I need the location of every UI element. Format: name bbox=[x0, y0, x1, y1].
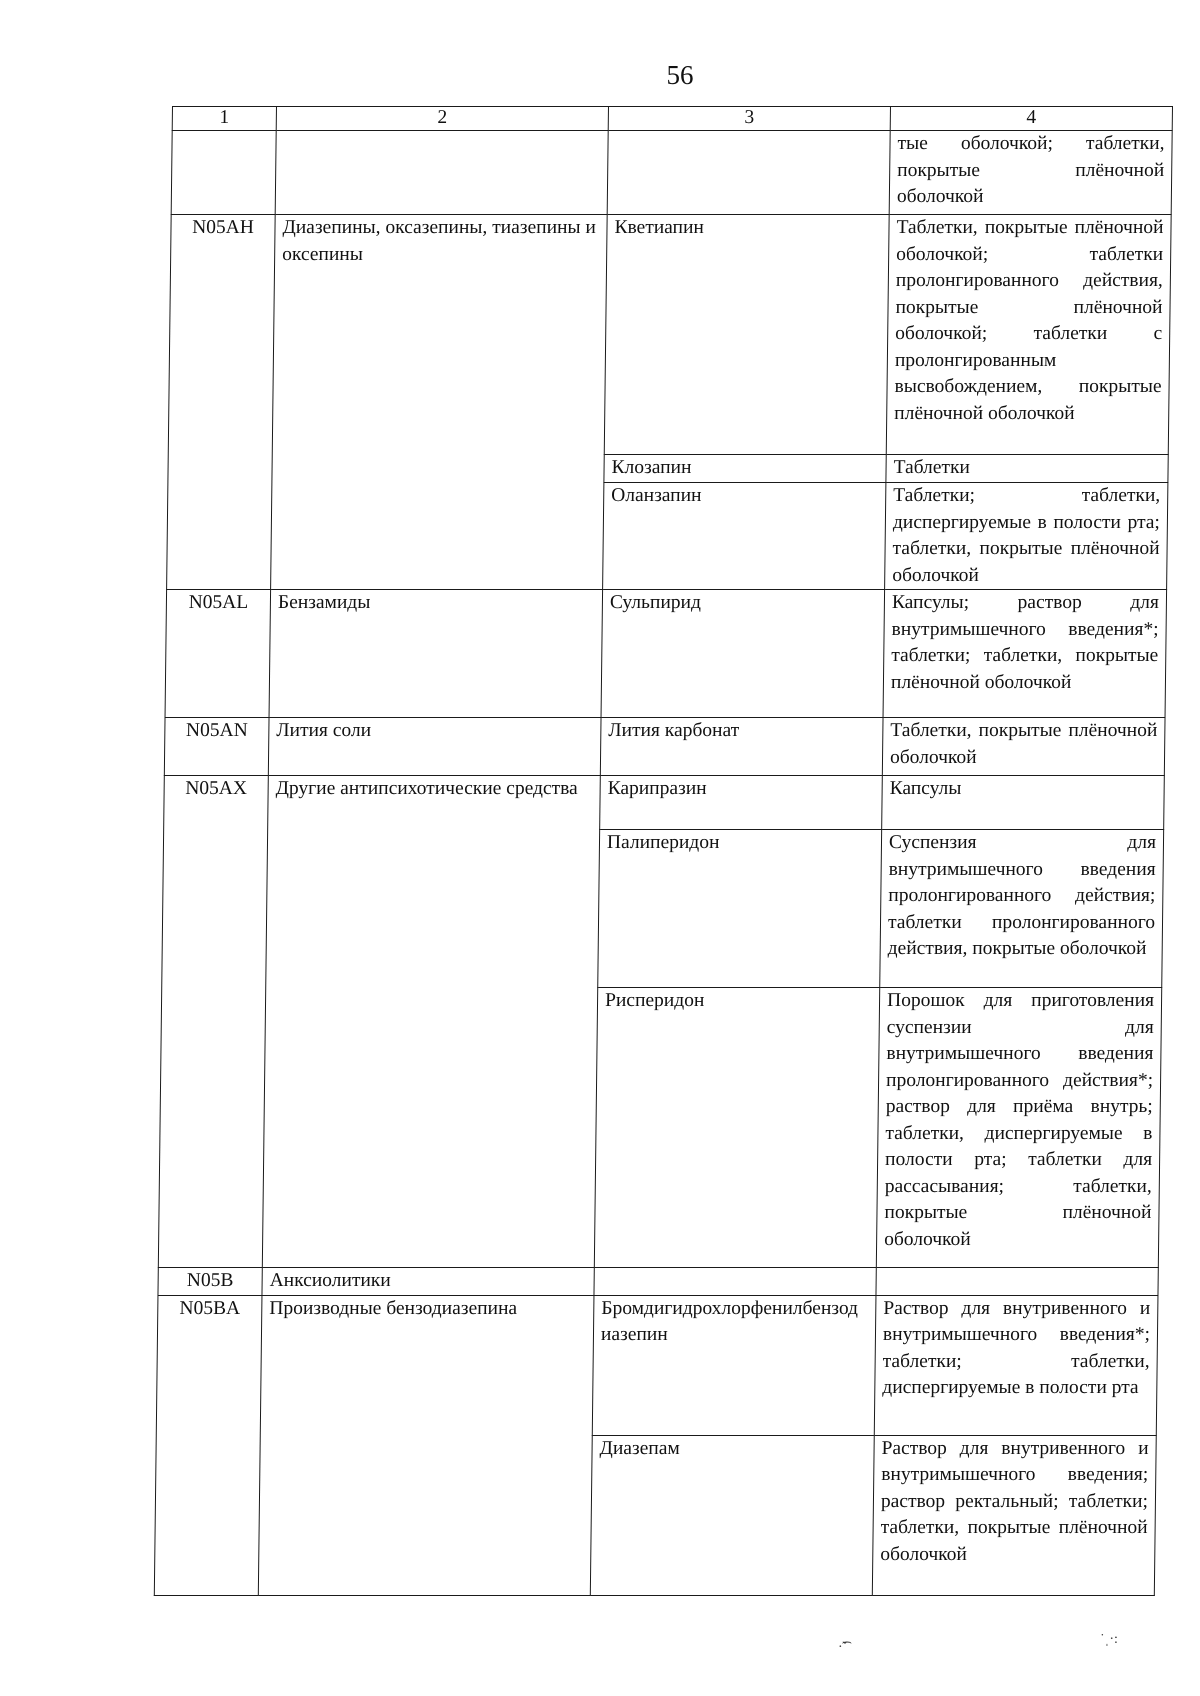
table-row bbox=[171, 131, 1172, 215]
dosage-form: Таблетки, покрытые плёночной оболочкой bbox=[882, 718, 1165, 776]
drug-name: Палиперидон bbox=[598, 830, 882, 988]
dosage-form: Раствор для внутривенного и внутримышечного введения; раствор ректальный; таблетки; таблетки, покрытые плёночной оболочкой bbox=[872, 1435, 1156, 1595]
drug-name bbox=[594, 1268, 876, 1296]
dosage-form: Суспензия для внутримышечного введения пролонгированного действия; таблетки пролонгированного действия, покрытые оболочкой bbox=[880, 830, 1164, 988]
drug-name: Лития карбонат bbox=[600, 718, 883, 776]
table-row bbox=[164, 718, 1165, 776]
drug-name: Диазепам bbox=[590, 1435, 874, 1595]
drug-name: Оланзапин bbox=[603, 483, 886, 590]
atc-code: N05AX bbox=[158, 776, 268, 1268]
drug-name: Рисперидон bbox=[594, 988, 879, 1268]
group-name: Диазепины, оксазепины, тиазепины и оксепины bbox=[271, 215, 608, 590]
table-row bbox=[165, 590, 1167, 718]
dosage-form: Раствор для внутривенного и внутримышечного введения*; таблетки; таблетки, диспергируемые в полости рта bbox=[874, 1295, 1158, 1435]
dosage-form: Таблетки; таблетки, диспергируемые в полости рта; таблетки, покрытые плёночной оболочкой bbox=[885, 483, 1168, 590]
atc-code: N05AL bbox=[165, 590, 271, 718]
group-name bbox=[275, 131, 608, 215]
atc-code bbox=[171, 131, 276, 215]
dosage-form: Таблетки bbox=[886, 455, 1168, 483]
table-row bbox=[168, 215, 1171, 455]
drug-name: Кветиапин bbox=[604, 215, 889, 455]
drug-name: Бромдигидрохлорфенилбензодиазепин bbox=[592, 1295, 876, 1435]
scan-mark: ·͡ˇ bbox=[838, 1640, 848, 1655]
table-row bbox=[164, 776, 1165, 830]
drug-name: Карипразин bbox=[600, 776, 883, 830]
column-header: 1 bbox=[172, 107, 276, 131]
header-row bbox=[172, 107, 1172, 131]
atc-code: N05AN bbox=[164, 718, 269, 776]
atc-code: N05BA bbox=[154, 1295, 262, 1595]
dosage-form: Порошок для приготовления суспензии для внутримышечного введения пролонгированного действия*; раствор для приёма внутрь; таблетки, диспергируемые в полости рта; таблетки для рассасывания; таблетки, покрытые плёночной оболочкой bbox=[876, 988, 1161, 1268]
dosage-form bbox=[876, 1268, 1158, 1296]
drug-name bbox=[607, 131, 890, 215]
dosage-form: Капсулы; раствор для внутримышечного введения*; таблетки; таблетки, покрытые плёночной оболочкой bbox=[883, 590, 1167, 718]
table-row bbox=[158, 1268, 1158, 1296]
dosage-form: Таблетки, покрытые плёночной оболочкой; таблетки пролонгированного действия, покрытые плёночной оболочкой; таблетки с пролонгированным высвобождением, покрытые плёночной оболочкой bbox=[886, 215, 1171, 455]
drug-name: Сульпирид bbox=[601, 590, 885, 718]
scan-mark: ˙ˌ·: bbox=[1100, 1632, 1118, 1647]
column-header: 3 bbox=[608, 107, 890, 131]
group-name: Производные бензодиазепина bbox=[258, 1295, 594, 1595]
page-number: 56 bbox=[666, 60, 694, 90]
group-name: Анксиолитики bbox=[262, 1268, 594, 1296]
group-name: Другие антипсихотические средства bbox=[262, 776, 600, 1268]
group-name: Лития соли bbox=[268, 718, 601, 776]
atc-code: N05B bbox=[158, 1268, 262, 1296]
drug-table bbox=[154, 106, 1173, 1596]
dosage-form: Капсулы bbox=[882, 776, 1165, 830]
table-row bbox=[156, 1295, 1158, 1435]
column-header: 4 bbox=[890, 107, 1172, 131]
column-header: 2 bbox=[276, 107, 608, 131]
dosage-form: тые оболочкой; таблетки, покрытые плёночной оболочкой bbox=[889, 131, 1172, 215]
atc-code: N05AH bbox=[167, 215, 276, 590]
drug-name: Клозапин bbox=[604, 455, 886, 483]
group-name: Бензамиды bbox=[269, 590, 603, 718]
